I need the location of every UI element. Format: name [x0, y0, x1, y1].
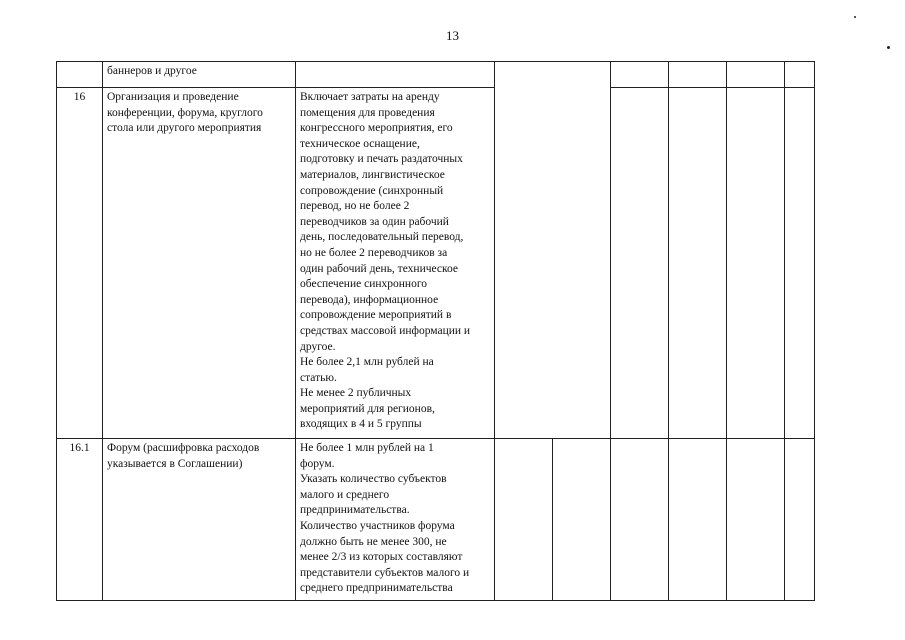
description-line: малого и среднего: [300, 488, 390, 501]
table-row: [57, 88, 815, 439]
item-name-line: стола или другого мероприятия: [107, 122, 262, 135]
empty-cell: [611, 88, 669, 439]
description-line: обеспечение синхронного: [300, 278, 427, 291]
item-name-line: Форум (расшифровка расходов: [107, 442, 260, 454]
item-name-line: баннеров и другое: [107, 65, 197, 77]
description-line: статью.: [300, 371, 337, 384]
empty-cell: [495, 439, 553, 601]
scan-speck: [854, 16, 856, 18]
description-line: представители субъектов малого и: [300, 566, 470, 579]
description-line: Количество участников форума: [300, 519, 455, 532]
description-line: средствах массовой информации и: [300, 324, 471, 337]
description-line: сопровождение (синхронный: [300, 184, 444, 197]
empty-cell: [669, 88, 727, 439]
merged-cell: [495, 62, 611, 439]
empty-cell: [727, 439, 785, 601]
empty-cell: [785, 439, 815, 601]
empty-cell: [727, 88, 785, 439]
description-line: перевод, но не более 2: [300, 200, 410, 213]
description-line: другое.: [300, 340, 336, 353]
description-line: Не менее 2 публичных: [300, 387, 412, 400]
description-line: техническое оснащение,: [300, 137, 420, 150]
empty-cell: [727, 62, 785, 88]
description-line: один рабочий день, техническое: [300, 262, 458, 275]
description-line: входящих в 4 и 5 группы: [300, 418, 422, 431]
empty-cell: [669, 439, 727, 601]
description-line: материалов, лингвистическое: [300, 168, 445, 181]
description-line: Указать количество субъектов: [300, 473, 447, 486]
item-description: [296, 439, 495, 601]
page-number: 13: [446, 28, 459, 43]
description-line: конгрессного мероприятия, его: [300, 122, 453, 135]
item-description: [296, 88, 495, 439]
description-line: Не более 2,1 млн рублей на: [300, 356, 434, 369]
scan-speck: [887, 46, 890, 49]
item-name: [103, 88, 296, 439]
empty-cell: [669, 62, 727, 88]
description-line: мероприятий для регионов,: [300, 402, 435, 415]
description-line: день, последовательный перевод,: [300, 231, 464, 244]
description-line: сопровождение мероприятий в: [300, 309, 452, 322]
empty-cell: [785, 62, 815, 88]
description-line: менее 2/3 из которых составляют: [300, 551, 463, 564]
item-name: [103, 62, 296, 88]
item-name-line: Организация и проведение: [107, 91, 239, 103]
description-line: подготовку и печать раздаточных: [300, 153, 463, 166]
row-number: 16: [57, 88, 103, 439]
description-line: должно быть не менее 300, не: [300, 535, 447, 548]
item-description: [296, 62, 495, 88]
description-line: предпринимательства.: [300, 504, 410, 517]
item-name-line: конференции, форума, круглого: [107, 106, 263, 119]
empty-cell: [553, 439, 611, 601]
empty-cell: [611, 62, 669, 88]
table-row: [57, 439, 815, 601]
description-line: перевода), информационное: [300, 293, 439, 306]
description-line: помещения для проведения: [300, 106, 435, 119]
description-line: но не более 2 переводчиков за: [300, 246, 448, 259]
empty-cell: [785, 88, 815, 439]
row-number: 16.1: [57, 439, 103, 601]
description-line: Не более 1 млн рублей на 1: [300, 442, 434, 454]
empty-cell: [611, 439, 669, 601]
table-row: [57, 62, 815, 88]
description-line: переводчиков за один рабочий: [300, 215, 449, 228]
description-line: Включает затраты на аренду: [300, 91, 440, 103]
item-name: [103, 439, 296, 601]
description-line: среднего предпринимательства: [300, 582, 453, 595]
budget-items-table: [56, 61, 815, 601]
row-number: [57, 62, 103, 88]
description-line: форум.: [300, 457, 335, 470]
item-name-line: указывается в Соглашении): [107, 457, 243, 470]
